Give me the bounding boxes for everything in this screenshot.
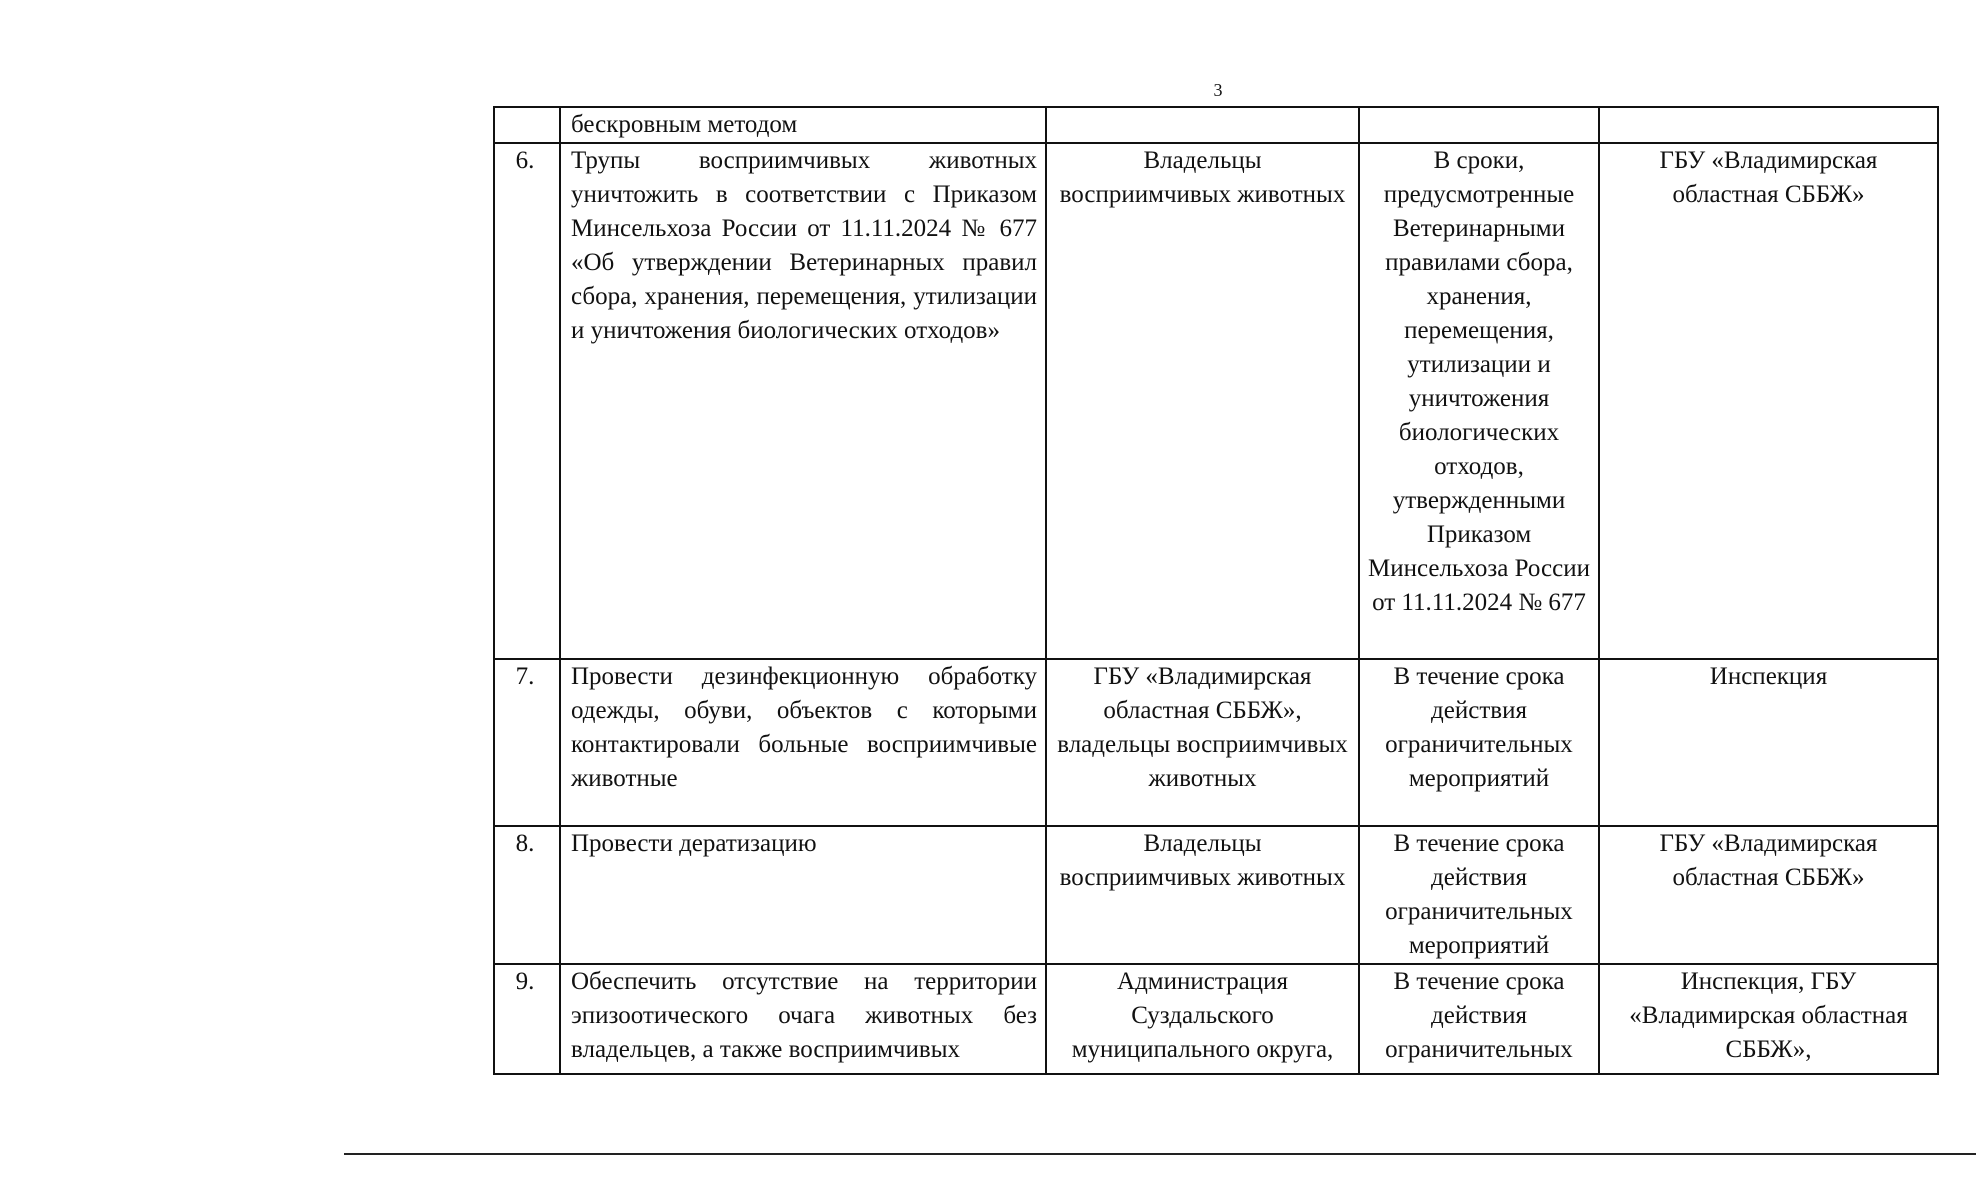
term-cell: В сроки, предусмотренные Ветеринарными правилами сбора, хранения, перемещения, утилизации и уничтожения биологических отходов, утвержденными Приказом Минсельхоза России от 11.11.2024 № 677: [1359, 143, 1599, 659]
executor-cell: [1046, 107, 1359, 143]
table-row: [494, 107, 1938, 143]
measures-table: [493, 106, 1939, 1075]
measure-cell: бескровным методом: [560, 107, 1046, 143]
executor-cell: Владельцы восприимчивых животных: [1046, 826, 1359, 964]
term-cell: [1359, 107, 1599, 143]
control-cell: ГБУ «Владимирская областная СББЖ»: [1599, 143, 1938, 659]
row-number: [494, 107, 560, 143]
measure-cell: Трупы восприимчивых животных уничтожить в соответствии с Приказом Минсельхоза России от 11.11.2024 № 677 «Об утверждении Ветеринарных правил сбора, хранения, перемещения, утилизации и уничтожения биологических отходов»: [560, 143, 1046, 659]
executor-cell: Администрация Суздальского муниципального округа,: [1046, 964, 1359, 1074]
control-cell: ГБУ «Владимирская областная СББЖ»: [1599, 826, 1938, 964]
table-row: [494, 826, 1938, 964]
row-number: 9.: [494, 964, 560, 1074]
executor-cell: Владельцы восприимчивых животных: [1046, 143, 1359, 659]
measure-cell: Провести дератизацию: [560, 826, 1046, 964]
bottom-divider: [344, 1153, 1976, 1155]
table-row: [494, 143, 1938, 659]
row-number: 8.: [494, 826, 560, 964]
term-cell: В течение срока действия ограничительных: [1359, 964, 1599, 1074]
control-cell: Инспекция, ГБУ «Владимирская областная СББЖ»,: [1599, 964, 1938, 1074]
measure-cell: Провести дезинфекционную обработку одежды, обуви, объектов с которыми контактировали больные восприимчивые животные: [560, 659, 1046, 826]
page-number: 3: [1213, 80, 1223, 100]
row-number: 7.: [494, 659, 560, 826]
term-cell: В течение срока действия ограничительных мероприятий: [1359, 659, 1599, 826]
control-cell: [1599, 107, 1938, 143]
measure-cell: Обеспечить отсутствие на территории эпизоотического очага животных без владельцев, а также восприимчивых: [560, 964, 1046, 1074]
table-row: [494, 659, 1938, 826]
term-cell: В течение срока действия ограничительных мероприятий: [1359, 826, 1599, 964]
control-cell: Инспекция: [1599, 659, 1938, 826]
executor-cell: ГБУ «Владимирская областная СББЖ», владельцы восприимчивых животных: [1046, 659, 1359, 826]
row-number: 6.: [494, 143, 560, 659]
table-row: [494, 964, 1938, 1074]
